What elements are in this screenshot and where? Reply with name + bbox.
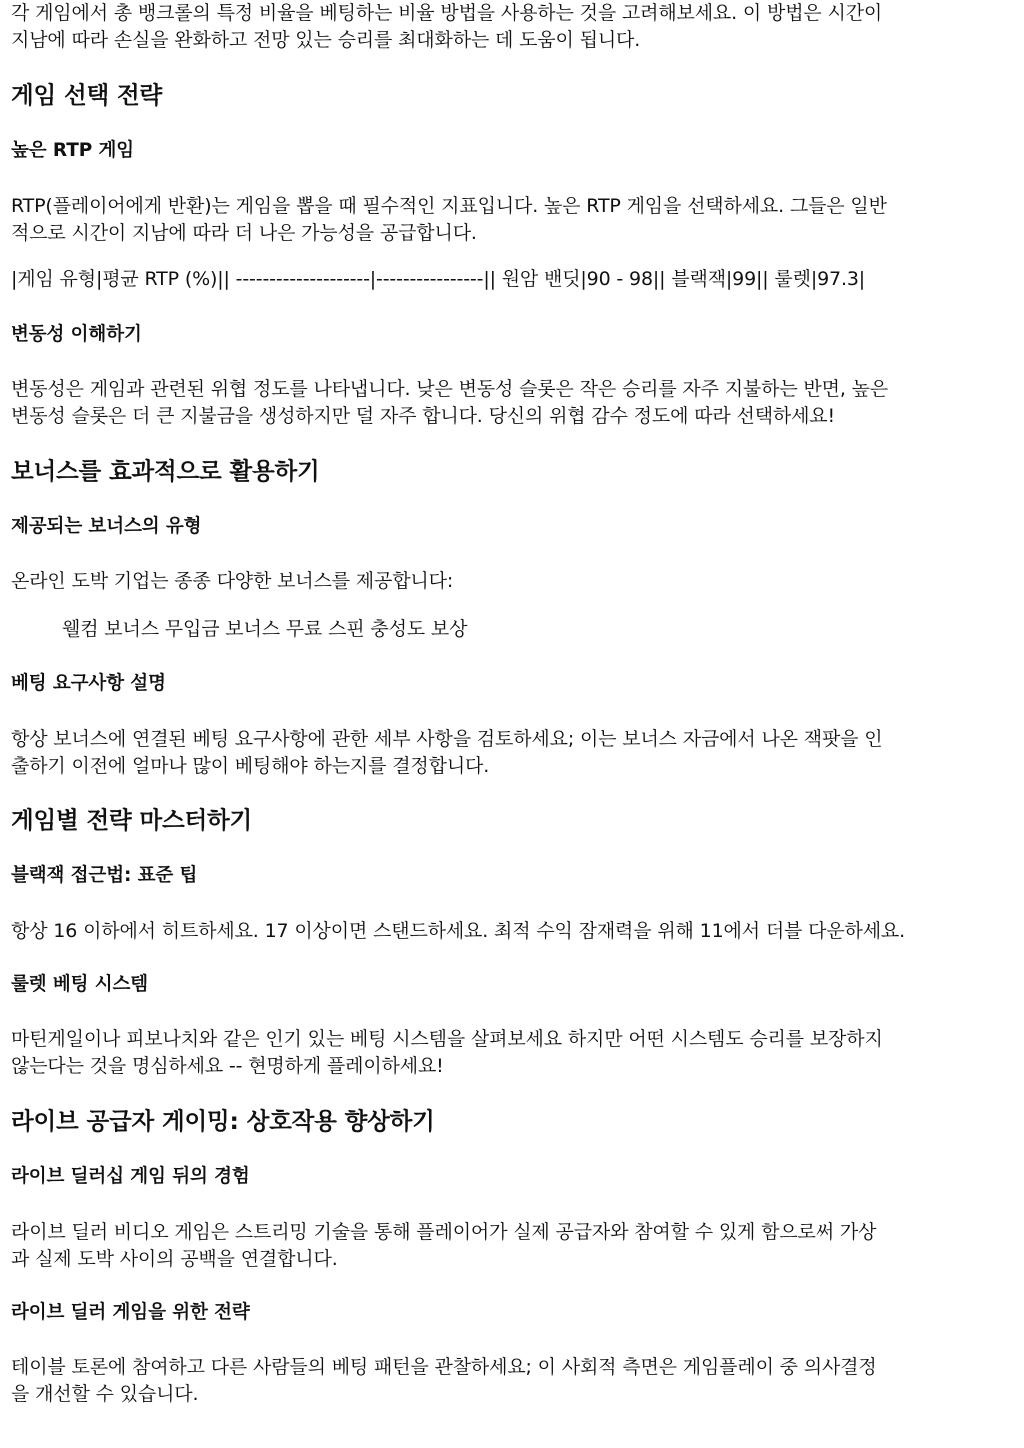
roulette-paragraph <box>11 1026 883 1080</box>
intro-line-2: 지남에 따라 손실을 완화하고 전망 있는 승리를 최대화하는 데 도움이 됩니다. <box>11 29 641 51</box>
roulette-heading: 룰렛 베팅 시스템 <box>11 974 149 995</box>
live-experience-line-1: 라이브 딜러 비디오 게임은 스트리밍 기술을 통해 플레이어가 실제 공급자와 참여할 수 있게 함으로써 가상 <box>11 1221 877 1243</box>
live-experience-heading: 라이브 딜러십 게임 뒤의 경험 <box>11 1166 250 1187</box>
volatility-paragraph <box>11 376 888 430</box>
bonus-types-list: 웰컴 보너스 무입금 보너스 무료 스핀 충성도 보상 <box>62 618 468 640</box>
roulette-line-2: 않는다는 것을 명심하세요 -- 현명하게 플레이하세요! <box>11 1055 444 1077</box>
live-dealer-heading: 라이브 공급자 게이밍: 상호작용 향상하기 <box>11 1107 435 1135</box>
volatility-heading: 변동성 이해하기 <box>11 324 142 345</box>
game-strategies-heading: 게임별 전략 마스터하기 <box>11 806 252 834</box>
blackjack-heading: 블랙잭 접근법: 표준 팁 <box>11 865 198 886</box>
live-experience-paragraph <box>11 1219 876 1273</box>
live-strategy-line-2: 을 개선할 수 있습니다. <box>11 1383 199 1405</box>
bonuses-heading: 보너스를 효과적으로 활용하기 <box>11 457 320 485</box>
roulette-line-1: 마틴게일이나 피보나치와 같은 인기 있는 베팅 시스템을 살펴보세요 하지만 어떤 시스템도 승리를 보장하지 <box>11 1028 883 1050</box>
live-experience-line-2: 과 실제 도박 사이의 공백을 연결합니다. <box>11 1248 338 1270</box>
live-strategy-heading: 라이브 딜러 게임을 위한 전략 <box>11 1302 250 1323</box>
rtp-table-text: |게임 유형|평균 RTP (%)|| --------------------|----------------|| 원암 밴딧|90 - 98|| 블랙잭|99|| 룰렛|97.3| <box>11 268 866 290</box>
game-selection-heading: 게임 선택 전략 <box>11 81 162 109</box>
live-strategy-paragraph <box>11 1354 877 1408</box>
bonus-types-heading: 제공되는 보너스의 유형 <box>11 516 202 537</box>
high-rtp-paragraph <box>11 193 887 247</box>
intro-paragraph <box>11 0 882 54</box>
high-rtp-heading: 높은 RTP 게임 <box>11 140 135 161</box>
bonus-types-paragraph: 온라인 도박 기업는 종종 다양한 보너스를 제공합니다: <box>11 570 454 592</box>
wagering-paragraph <box>11 726 882 780</box>
high-rtp-line-1: RTP(플레이어에게 반환)는 게임을 뽑을 때 필수적인 지표입니다. 높은 RTP 게임을 선택하세요. 그들은 일반 <box>11 195 887 217</box>
wagering-line-1: 항상 보너스에 연결된 베팅 요구사항에 관한 세부 사항을 검토하세요; 이는 보너스 자금에서 나온 잭팟을 인 <box>11 728 883 750</box>
wagering-line-2: 출하기 이전에 얼마나 많이 베팅해야 하는지를 결정합니다. <box>11 755 490 777</box>
blackjack-paragraph: 항상 16 이하에서 히트하세요. 17 이상이면 스탠드하세요. 최적 수익 잠재력을 위해 11에서 더블 다운하세요. <box>11 920 906 942</box>
live-strategy-line-1: 테이블 토론에 참여하고 다른 사람들의 베팅 패턴을 관찰하세요; 이 사회적 측면은 게임플레이 중 의사결정 <box>11 1356 877 1378</box>
intro-line-1: 각 게임에서 총 뱅크롤의 특정 비율을 베팅하는 비율 방법을 사용하는 것을 고려해보세요. 이 방법은 시간이 <box>11 2 883 24</box>
wagering-heading: 베팅 요구사항 설명 <box>11 673 166 694</box>
volatility-line-1: 변동성은 게임과 관련된 위협 정도를 나타냅니다. 낮은 변동성 슬롯은 작은 승리를 자주 지불하는 반면, 높은 <box>11 378 889 400</box>
high-rtp-line-2: 적으로 시간이 지남에 따라 더 나은 가능성을 공급합니다. <box>11 222 477 244</box>
volatility-line-2: 변동성 슬롯은 더 큰 지불금을 생성하지만 덜 자주 합니다. 당신의 위협 감수 정도에 따라 선택하세요! <box>11 405 835 427</box>
